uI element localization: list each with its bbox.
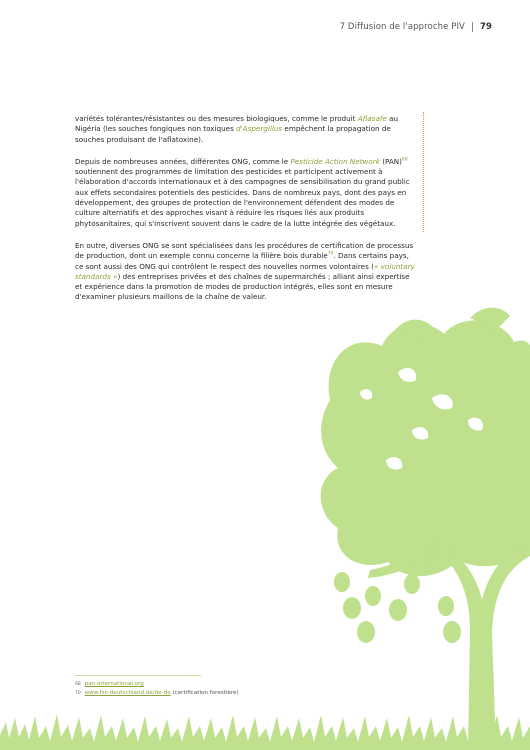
footnote-number: 68 (75, 682, 81, 687)
paragraph-3 (75, 241, 415, 303)
p2-text-1: Depuis de nombreuses années, différentes ONG, comme le (75, 156, 291, 166)
footnote-rule (75, 675, 201, 676)
margin-dotted-line (423, 112, 424, 232)
p3-text-3: ) des entreprises privées et des chaînes de supermarchés ; alliant ainsi expertise et expérience dans la promotion de modes de production intégrés, elles sont en mesure d'examiner plusieurs maillons de la chaîne de valeur. (75, 271, 410, 302)
footnotes (75, 680, 335, 698)
p2-text-2: (PAN) (379, 156, 402, 166)
body-text (75, 114, 415, 315)
footnote-ref-70[interactable]: 70 (327, 251, 334, 257)
paragraph-2 (75, 157, 415, 229)
p2-text-3: soutiennent des programmes de limitation des pesticides et participent activement à l'élaboration d'accords internationaux et à des campagnes de sensibilisation du grand public aux effets secondaires potentiels des pesticides. Dans de nombreux pays, dont des pays en développement, des groupes de protection de l'environnement défendent des modes de culture alternatifs et des approches visant à réduire les risques liés aux produits phytosanitaires, qui s'inscrivent souvent dans le cadre de la lutte intégrée des végétaux. (75, 167, 410, 228)
p3-text-1: En outre, diverses ONG se sont spécialisées dans les procédures de certification de processus de production, dont un exemple connu concerne la filière bois durable (75, 240, 414, 261)
footnote-link[interactable]: www.fsc-deutschland.de/de-de (84, 690, 171, 696)
page-number: 79 (479, 22, 492, 32)
p1-italic-aflasafe: Aflasafe (357, 114, 387, 123)
p1-text-2: au Nigéria (les souches fongiques non toxiques (75, 114, 399, 134)
footnote-text: (certification forestière) (170, 690, 239, 696)
p3-text-2: . Dans certains pays, ce sont aussi des ONG qui contrôlent le respect des nouvelles normes volontaires ( (75, 251, 409, 271)
running-header (340, 22, 492, 32)
footnote-68 (75, 680, 335, 689)
paragraph-1 (75, 114, 415, 145)
footnote-number: 70 (75, 691, 81, 696)
p3-italic-voluntary-standards: « voluntary standards » (75, 261, 415, 281)
footnote-ref-68[interactable]: 68 (401, 157, 408, 163)
footnote-70 (75, 689, 335, 698)
header-divider (472, 22, 473, 32)
chapter-title: 7 Diffusion de l'approche PIV (339, 22, 465, 32)
p2-italic-pan: Pesticide Action Network (290, 156, 380, 166)
p1-text-3: empêchent la propagation de souches produisant de l'aflatoxine). (75, 124, 391, 144)
footnote-link[interactable]: pan-international.org (84, 681, 144, 687)
p1-italic-aspergillus: d'Aspergillus (236, 124, 283, 134)
p1-text-1: variétés tolérantes/résistantes ou des mesures biologiques, comme le produit (75, 114, 358, 123)
